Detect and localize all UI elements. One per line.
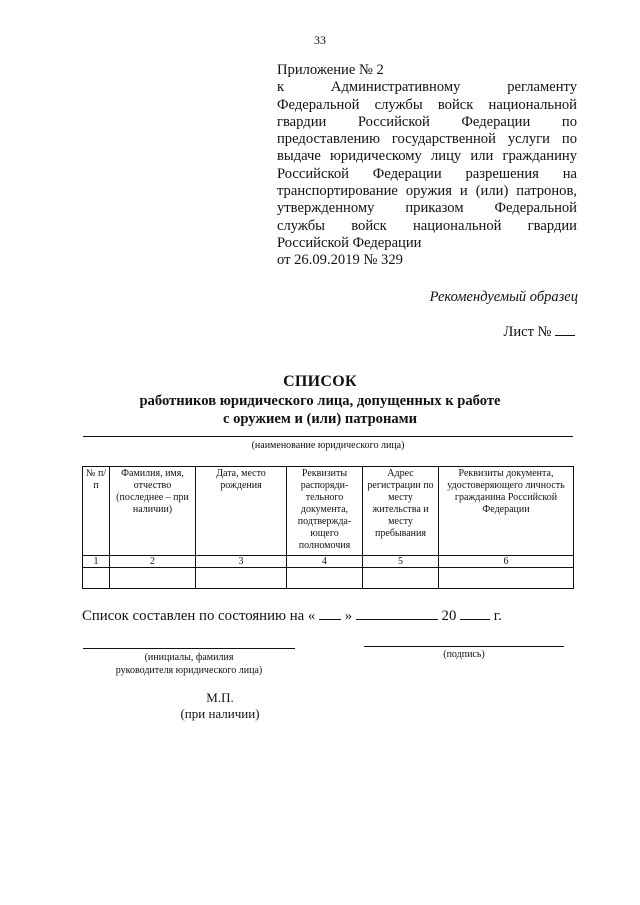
signature-caption: (подпись) <box>443 649 485 660</box>
table-cell[interactable] <box>439 568 574 589</box>
quote-close: » <box>344 608 353 624</box>
page-number: 33 <box>314 33 326 47</box>
stamp-note: (при наличии) <box>180 706 260 721</box>
appendix-line: к Административному регламенту <box>277 79 577 96</box>
org-name-caption: (наименование юридического лица) <box>251 440 405 451</box>
column-number: 2 <box>110 556 196 568</box>
appendix-line: выдаче юридическому лицу или гражданину <box>277 148 577 165</box>
table-cell[interactable] <box>83 568 110 589</box>
table-cell[interactable] <box>110 568 196 589</box>
table-header-cell: Адрес регистрации по месту жительства и месту пребывания <box>363 467 439 556</box>
sheet-label: Лист № <box>503 324 552 340</box>
stamp-label: М.П. <box>206 690 234 705</box>
sample-label: Рекомендуемый образец <box>429 289 578 305</box>
table-cell[interactable] <box>287 568 363 589</box>
document-subtitle-line-2: с оружием и (или) патронами <box>222 411 418 427</box>
name-caption-line-1: (инициалы, фамилия <box>144 652 234 663</box>
compiled-date-line <box>82 605 502 625</box>
day-blank[interactable] <box>319 605 341 620</box>
document-subtitle-line-1: работников юридического лица, допущенных к работе <box>139 393 501 409</box>
appendix-line: утвержденному приказом Федеральной <box>277 200 577 217</box>
appendix-line: Российской Федерации <box>277 234 422 251</box>
appendix-header <box>277 62 577 270</box>
name-signature-line <box>83 648 295 649</box>
column-number: 5 <box>363 556 439 568</box>
table-header-cell: Реквизиты распоряди- тельного документа, подтвержда- ющего полномочия <box>287 467 363 556</box>
sheet-number-blank <box>555 322 575 336</box>
employees-table <box>82 466 574 589</box>
table-cell[interactable] <box>196 568 287 589</box>
table-header-cell: Фамилия, имя, отчество (последнее – при наличии) <box>110 467 196 556</box>
table-header-row <box>83 467 574 556</box>
stamp-place <box>130 690 310 722</box>
column-number: 1 <box>83 556 110 568</box>
signature-line <box>364 646 564 647</box>
appendix-line: Федеральной службы войск национальной <box>277 96 577 113</box>
column-number: 4 <box>287 556 363 568</box>
name-caption <box>60 651 318 677</box>
year-prefix: 20 <box>441 608 457 624</box>
appendix-line: предоставлению государственной услуги по <box>277 131 577 148</box>
appendix-line: от 26.09.2019 № 329 <box>277 252 403 269</box>
appendix-line: Приложение № 2 <box>277 62 384 78</box>
table-cell[interactable] <box>363 568 439 589</box>
document-title: СПИСОК <box>283 373 357 390</box>
month-blank[interactable] <box>356 605 438 620</box>
year-blank[interactable] <box>460 605 490 620</box>
appendix-line: Российской Федерации разрешения на <box>277 165 577 182</box>
table-header-cell: № п/п <box>83 467 110 556</box>
table-column-numbers-row <box>83 556 574 568</box>
column-number: 6 <box>439 556 574 568</box>
name-caption-line-2: руководителя юридического лица) <box>115 665 263 676</box>
year-suffix: г. <box>493 608 502 624</box>
column-number: 3 <box>196 556 287 568</box>
appendix-line: службы войск национальной гвардии <box>277 217 577 234</box>
appendix-line: транспортирование оружия и (или) патронов, <box>277 183 577 200</box>
compiled-prefix: Список составлен по состоянию на « <box>82 608 316 624</box>
sheet-number <box>504 322 575 341</box>
table-header-cell: Дата, место рождения <box>196 467 287 556</box>
org-name-line <box>83 436 573 437</box>
table-header-cell: Реквизиты документа, удостоверяющего личность гражданина Российской Федерации <box>439 467 574 556</box>
table-row <box>83 568 574 589</box>
appendix-line: гвардии Российской Федерации по <box>277 113 577 130</box>
